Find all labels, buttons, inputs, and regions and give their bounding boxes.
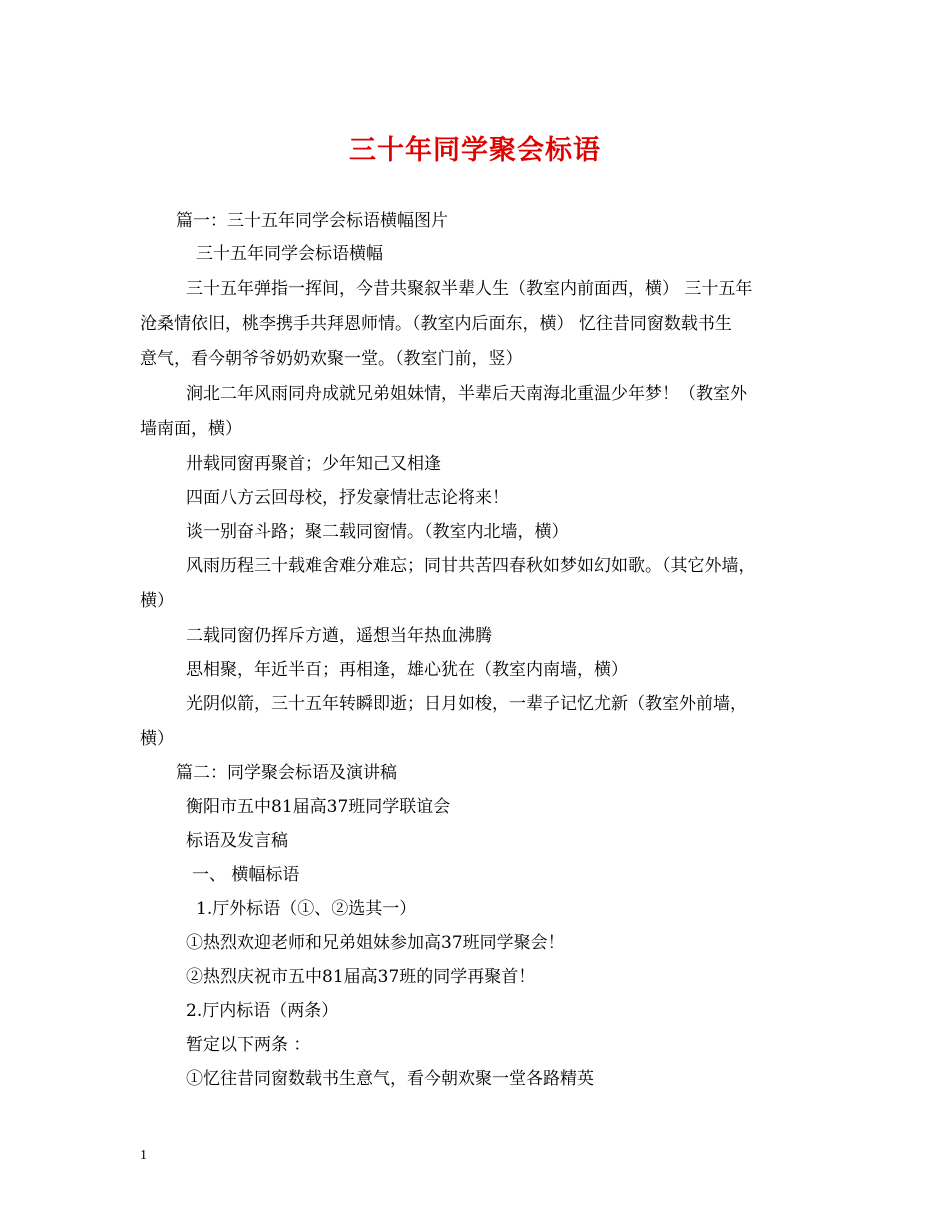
text-line: 2.厅内标语（两条） (186, 1001, 339, 1021)
text-line: 衡阳市五中81届高37班同学联谊会 (186, 797, 451, 817)
text-line: 三十五年同学会标语横幅 (196, 244, 383, 264)
text-line: 篇二：同学聚会标语及演讲稿 (176, 763, 397, 783)
text-line: 1.厅外标语（①、②选其一） (196, 899, 417, 919)
text-line: 意气，看今朝爷爷奶奶欢聚一堂。（教室门前，竖） (140, 349, 523, 369)
text-line: 篇一：三十五年同学会标语横幅图片 (176, 211, 448, 231)
text-line: ②热烈庆祝市五中81届高37班的同学再聚首！ (186, 967, 536, 987)
text-line: 谈一别奋斗路；聚二载同窗情。（教室内北墙，横） (186, 522, 569, 542)
text-line: 横） (140, 591, 174, 611)
text-line: 涧北二年风雨同舟成就兄弟姐妹情，半辈后天南海北重温少年梦！（教室外 (186, 384, 747, 404)
text-line: 光阴似箭，三十五年转瞬即逝；日月如梭，一辈子记忆尤新（教室外前墙， (186, 694, 747, 714)
text-line: 思相聚，年近半百；再相逢，雄心犹在（教室内南墙，横） (186, 660, 628, 680)
text-line: ①热烈欢迎老师和兄弟姐妹参加高37班同学聚会！ (186, 933, 565, 953)
text-line: 横） (140, 729, 174, 749)
text-line: ①忆往昔同窗数载书生意气，看今朝欢聚一堂各路精英 (186, 1069, 594, 1089)
text-line: 暂定以下两条 ： (186, 1035, 311, 1055)
text-line: 沧桑情依旧，桃李携手共拜恩师情。（教室内后面东，横） 忆往昔同窗数载书生 (140, 314, 732, 334)
text-line: 四面八方云回母校，抒发豪情壮志论将来！ (186, 488, 509, 508)
text-line: 风雨历程三十载难舍难分难忘；同甘共苦四春秋如梦如幻如歌。（其它外墙， (186, 556, 756, 576)
page-number: 1 (140, 1148, 147, 1163)
text-line: 一、 横幅标语 (192, 865, 300, 885)
text-line: 墙南面，横） (140, 419, 242, 439)
document-title: 三十年同学聚会标语 (349, 135, 601, 166)
text-line: 卅载同窗再聚首；少年知己又相逢 (186, 454, 441, 474)
text-line: 二载同窗仍挥斥方遒，遥想当年热血沸腾 (186, 626, 492, 646)
text-line: 标语及发言稿 (186, 831, 288, 851)
text-line: 三十五年弹指一挥间，今昔共聚叙半辈人生（教室内前面西，横） 三十五年 (186, 279, 753, 299)
